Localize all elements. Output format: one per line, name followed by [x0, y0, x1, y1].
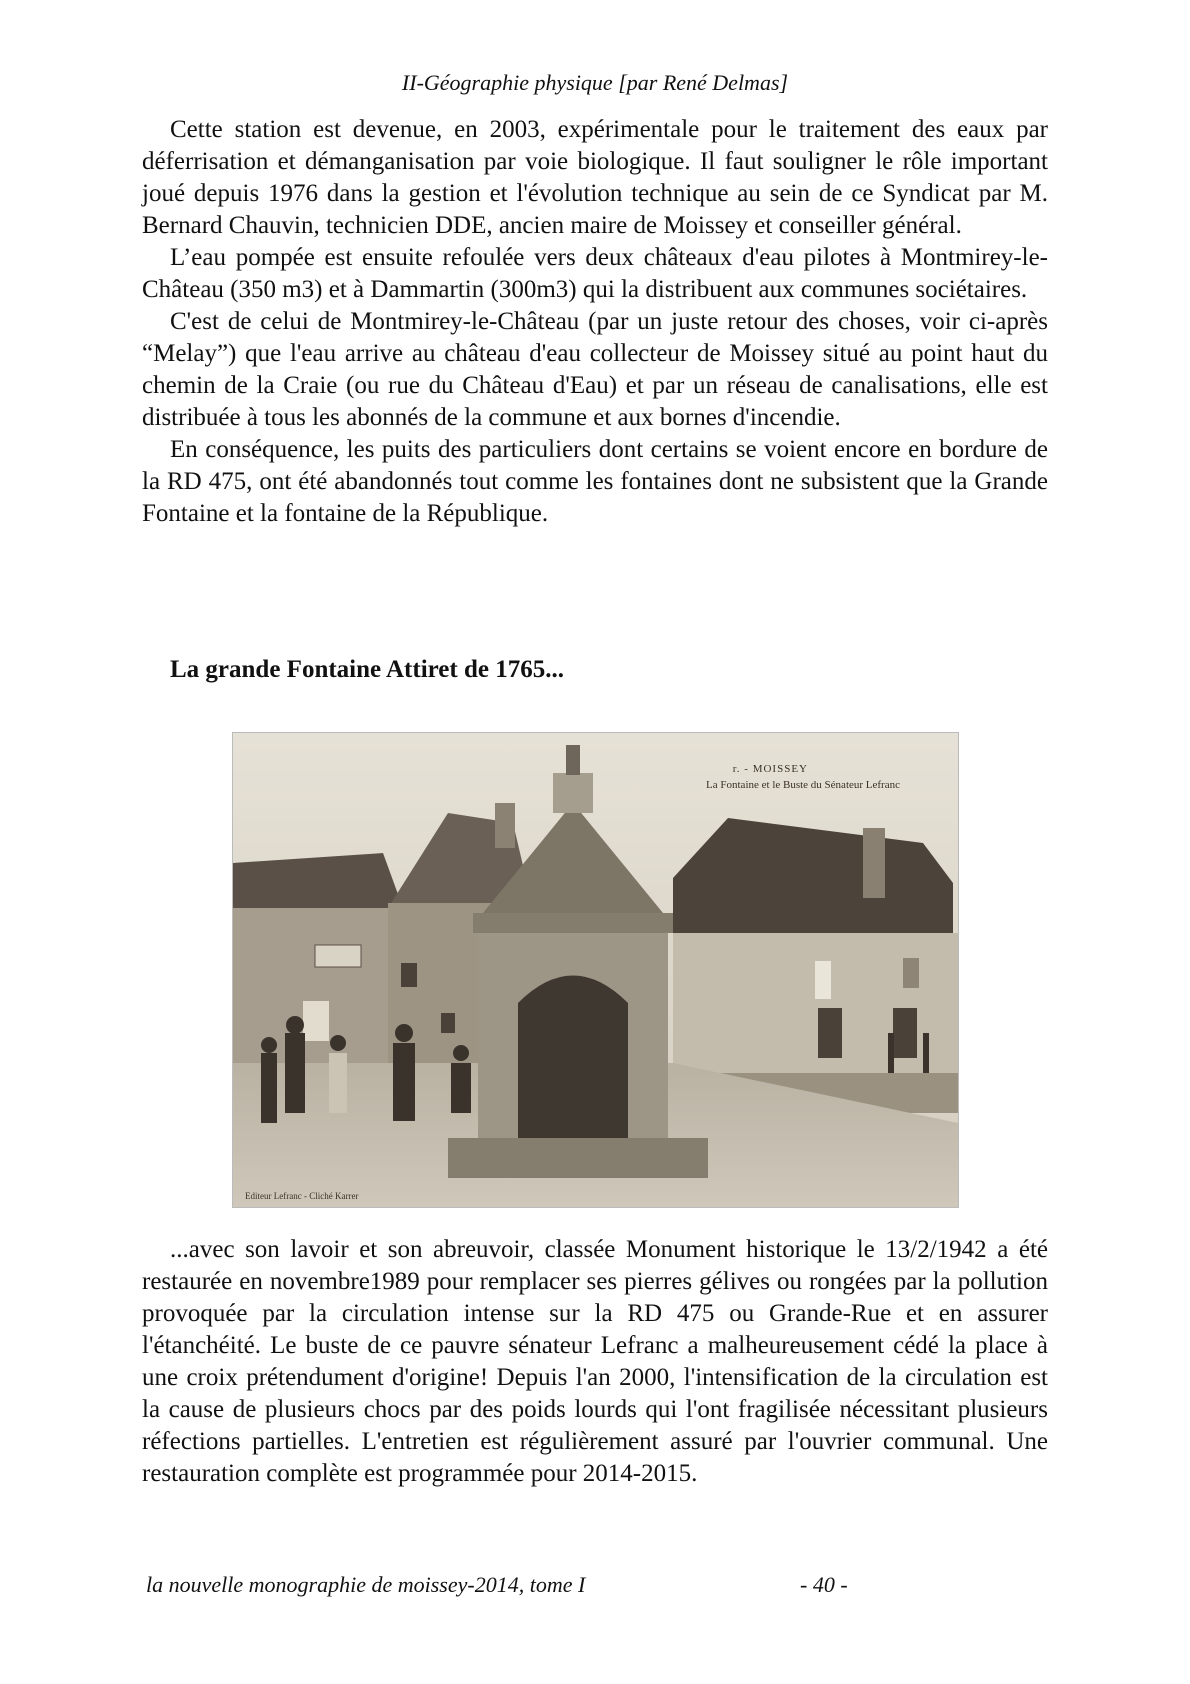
section-heading: La grande Fontaine Attiret de 1765...: [170, 656, 564, 683]
text-block-fountain: [142, 1234, 1048, 1490]
fountain-photo-illustration: [233, 733, 958, 1207]
paragraph: Cette station est devenue, en 2003, expérimentale pour le traitement des eaux par déferrisation et démanganisation par voie biologique. Il faut souligner le rôle important joué depuis 1976 dans la gestion et l'évolution technique au sein de ce Syndicat par M. Bernard Chauvin, technicien DDE, ancien maire de Moissey et conseiller général.: [142, 116, 1048, 239]
paragraph: L’eau pompée est ensuite refoulée vers deux châteaux d'eau pilotes à Montmirey-le-Château (350 m3) et à Dammartin (300m3) qui la distribuent aux communes sociétaires.: [142, 244, 1048, 303]
postcard-caption-title: r. - MOISSEY: [732, 763, 808, 775]
text-block-station: [142, 114, 1048, 530]
historic-postcard-photo: [232, 732, 959, 1208]
postcard-credit: Editeur Lefranc - Cliché Karrer: [245, 1191, 359, 1201]
paragraph: En conséquence, les puits des particuliers dont certains se voient encore en bordure de la RD 475, ont été abandonnés tout comme les fontaines dont ne subsistent que la Grande Fontaine et la fontaine de la République.: [142, 436, 1048, 527]
postcard-caption-subtitle: La Fontaine et le Buste du Sénateur Lefranc: [706, 779, 900, 791]
running-header: II-Géographie physique [par René Delmas]: [401, 70, 789, 95]
paragraph: C'est de celui de Montmirey-le-Château (par un juste retour des choses, voir ci-après “Melay”) que l'eau arrive au château d'eau collecteur de Moissey situé au point haut du chemin de la Craie (ou rue du Château d'Eau) et par un réseau de canalisations, elle est distribuée à tous les abonnés de la commune et aux bornes d'incendie.: [142, 308, 1048, 431]
footer-page-number: - 40 -: [800, 1572, 848, 1597]
footer-book-title: la nouvelle monographie de moissey-2014, tome I: [146, 1572, 586, 1597]
paragraph: ...avec son lavoir et son abreuvoir, classée Monument historique le 13/2/1942 a été restaurée en novembre1989 pour remplacer ses pierres gélives ou rongées par la pollution provoquée par la circulation intense sur la RD 475 ou Grande-Rue et en assurer l'étanchéité. Le buste de ce pauvre sénateur Lefranc a malheureusement cédé la place à une croix prétendument d'origine! Depuis l'an 2000, l'intensification de la circulation est la cause de plusieurs chocs par des poids lourds qui l'ont fragilisée nécessitant plusieurs réfections partielles. L'entretien est régulièrement assuré par l'ouvrier communal. Une restauration complète est programmée pour 2014-2015.: [142, 1236, 1048, 1487]
